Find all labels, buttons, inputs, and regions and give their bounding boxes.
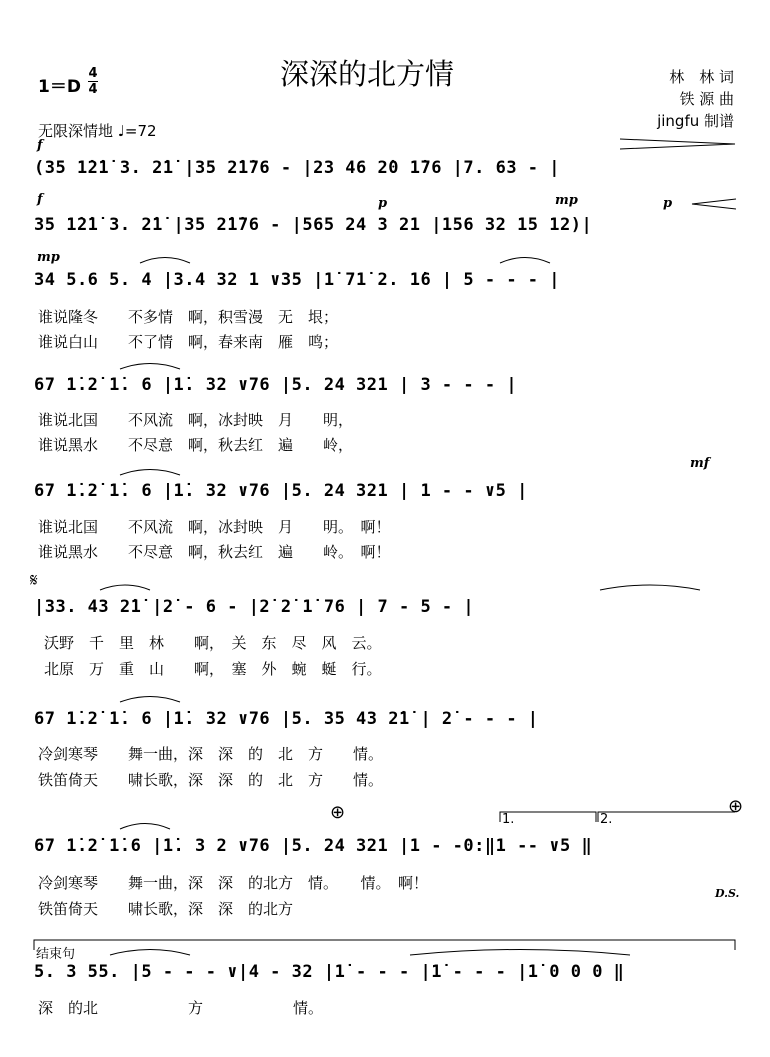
tie-arc [120, 364, 180, 370]
crescendo-hairpin [692, 199, 736, 209]
decrescendo-hairpin [620, 139, 735, 149]
dynamic-mark: mf [690, 456, 710, 471]
dynamic-mark: f [37, 192, 43, 207]
tie-arc [600, 585, 700, 590]
expression: 无限深情地 [38, 122, 114, 140]
ending-label: 结束句 [36, 947, 76, 962]
time-bottom: 4 [88, 82, 98, 97]
notation-line: (35 1̇2̇1̇ 3. 2̇1̇ |35 2̇1̇76 - |23 46 2̇0 1̇76 |7. 63 - | [34, 158, 561, 178]
key-signature: 1＝D [38, 77, 81, 97]
lyric-line: 北原 万 重 山 啊， 塞 外 蜿 蜒 行。 [44, 660, 382, 678]
notation-line: 67 1̇.2̇ 1̇.6 |1̇. 3 2 ∨76 |5. 24 321 |1 - -0:‖1 -- ∨5 ‖ [34, 836, 593, 856]
ds-mark: D.S. [715, 887, 740, 900]
tie-arc [100, 585, 150, 590]
volta-1-label: 1. [502, 812, 515, 827]
lyric-line: 谁说北国 不风流 啊，冰封映 月 明。 啊！ [38, 518, 391, 536]
lyric-line: 谁说白山 不了情 啊，春来南 雁 鸣； [38, 333, 339, 351]
lyric-line: 铁笛倚天 啸长歌，深 深 的 北 方 情。 [38, 771, 384, 789]
tie-arc [120, 470, 180, 476]
notation-line: 35 1̇2̇1̇ 3. 2̇1̇ |35 2̇1̇76 - |565 24 3 21 |156 32 15 12)| [34, 215, 593, 235]
lyric-line: 谁说隆冬 不多情 啊，积雪漫 无 垠； [38, 308, 339, 326]
notation-line: 67 1̇.2̇ 1̇. 6 |1̇. 32 ∨76 |5. 24 321 | 3 - - - | [34, 375, 518, 395]
dynamic-mark: p [378, 196, 388, 211]
notation-line: 5. 3 55. |5 - - - ∨|4 - 32 |1̇ - - - |1̇ - - - |1̇ 0 0 0 ‖ [34, 962, 625, 982]
tie-arc [140, 258, 190, 264]
volta-2-bracket [598, 812, 735, 822]
dynamic-mark: mp [37, 250, 60, 265]
volta-2-label: 2. [600, 812, 613, 827]
tie-arc [410, 950, 630, 956]
lyric-line: 谁说黑水 不尽意 啊，秋去红 遍 岭， [38, 436, 354, 454]
ending-bracket [34, 940, 735, 950]
tie-arc [120, 824, 170, 830]
lyric-line: 冷剑寒琴 舞一曲，深 深 的 北 方 情。 [38, 745, 384, 763]
composer: 铁 源 曲 [679, 90, 734, 108]
transcriber: jingfu 制谱 [657, 112, 734, 130]
lyric-line: 深 的北 方 情。 [38, 999, 324, 1017]
notation-line: 67 1̇.2̇ 1̇. 6 |1̇. 32 ∨76 |5. 24 321 | 1 - - ∨5 | [34, 481, 528, 501]
lyric-line: 谁说北国 不风流 啊，冰封映 月 明， [38, 411, 354, 429]
lyric-line: 沃野 千 里 林 啊， 关 东 尽 风 云。 [44, 634, 382, 652]
notation-line: |33. 43 2̇1̇ |2̇ - 6 - |2̇ 2̇ 1̇ 76 | 7 - 5 - | [34, 597, 475, 617]
segno-icon: 𝄋 [30, 570, 38, 591]
lyricist: 林 林 词 [669, 68, 734, 86]
dynamic-mark: mp [555, 193, 578, 208]
lyric-line: 铁笛倚天 啸长歌，深 深 的北方 [38, 900, 294, 918]
song-title: 深深的北方情 [280, 57, 455, 91]
lyric-line: 冷剑寒琴 舞一曲，深 深 的北方 情。 情。 啊！ [38, 874, 429, 892]
tempo: ♩=72 [117, 122, 157, 140]
lyric-line: 谁说黑水 不尽意 啊，秋去红 遍 岭。 啊！ [38, 543, 391, 561]
dynamic-mark: p [663, 196, 673, 211]
volta-1-bracket [500, 812, 596, 822]
time-top: 4 [88, 66, 98, 81]
tie-arc [120, 697, 180, 703]
tie-arc [110, 950, 190, 956]
coda-icon: ⊕ [330, 802, 346, 823]
coda-icon: ⊕ [728, 796, 744, 817]
tie-arc [500, 258, 550, 264]
notation-line: 34 5.6 5. 4 |3.4 32 1 ∨35 |1̇ 71̇ 2. 1̇6 | 5 - - - | [34, 270, 561, 290]
notation-line: 67 1̇.2̇ 1̇. 6 |1̇. 32 ∨76 |5. 35 43 2̇1̇ | 2̇ - - - | [34, 709, 539, 729]
dynamic-mark: f [37, 138, 43, 153]
